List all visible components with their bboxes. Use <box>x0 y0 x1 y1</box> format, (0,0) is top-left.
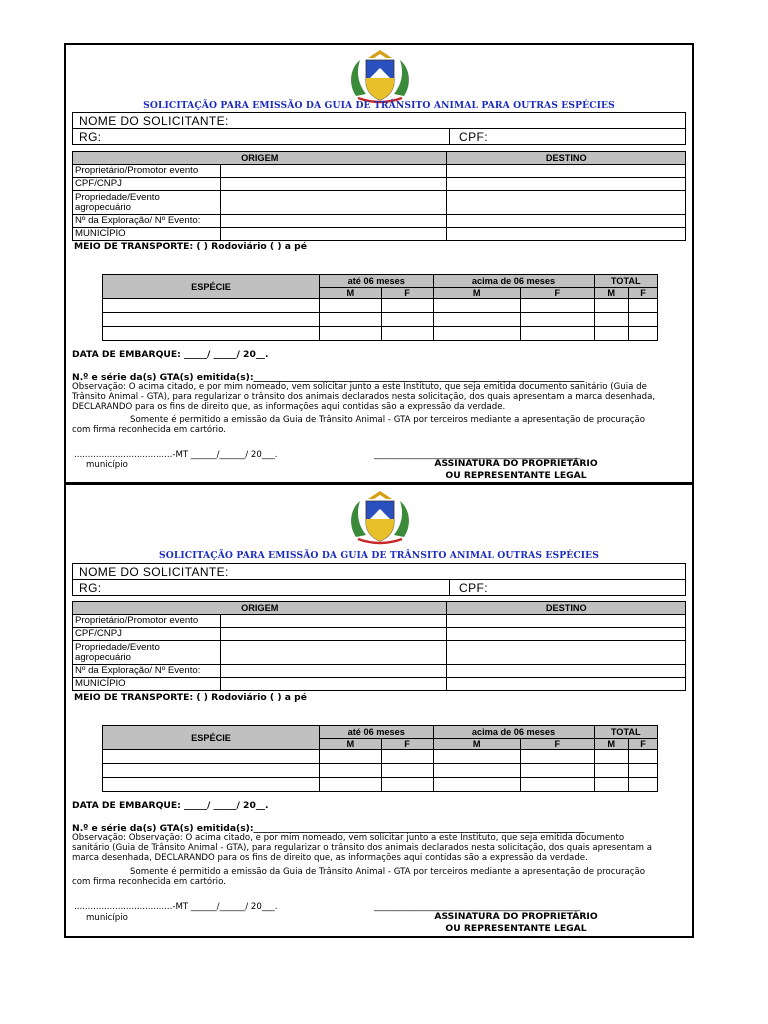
destino-header: DESTINO <box>447 152 686 165</box>
nome-solicitante-field[interactable] <box>72 563 686 580</box>
count-cell[interactable] <box>381 764 433 778</box>
procuracao-line: com firma reconhecida em cartório. <box>72 877 226 887</box>
total-header: TOTAL <box>594 726 657 739</box>
nome-label: NOME DO SOLICITANTE: <box>79 565 229 579</box>
gta-series-line[interactable]: N.º e série da(s) GTA(s) emitida(s):________________________________________________________________________ <box>72 372 585 383</box>
origem-field[interactable] <box>221 615 447 628</box>
f-header: F <box>521 739 595 750</box>
observation-line: marca desenhada, DECLARANDO para os fins de direito que, as informações aqui contidas são a expressão da verdade. <box>72 853 588 863</box>
signature-line[interactable]: ________________________________________________ <box>374 902 581 912</box>
procuracao-line: Somente é permitido a emissão da Guia de Trânsito Animal - GTA por terceiros mediante a apresentação de procuração <box>130 415 646 425</box>
destino-field[interactable] <box>447 191 686 215</box>
acima-header: acima de 06 meses <box>433 275 594 288</box>
species-cell[interactable] <box>103 299 320 313</box>
municipio-caption: município <box>86 460 128 470</box>
rg-cpf-row <box>72 579 686 596</box>
row-label: MUNICÍPIO <box>73 228 221 241</box>
origem-field[interactable] <box>221 641 447 665</box>
origin-destination-row <box>73 191 686 215</box>
f-header: F <box>381 739 433 750</box>
observation-line: Observação: Observação: O acima citado, e por mim nomeado, vem solicitar junto a este Instituto, que seja emitida documento <box>72 833 625 843</box>
signature-caption-1: ASSINATURA DO PROPRIETÁRIO <box>434 911 598 922</box>
count-cell[interactable] <box>433 313 521 327</box>
origin-destination-row <box>73 215 686 228</box>
count-cell[interactable] <box>433 299 521 313</box>
destino-field[interactable] <box>447 615 686 628</box>
rg-field[interactable] <box>73 129 450 144</box>
row-label: Nº da Exploração/ Nº Evento: <box>73 215 221 228</box>
procuracao-line: Somente é permitido a emissão da Guia de Trânsito Animal - GTA por terceiros mediante a apresentação de procuração <box>130 867 646 877</box>
rg-cpf-row <box>72 128 686 145</box>
cpf-label: CPF: <box>459 581 488 595</box>
count-cell[interactable] <box>521 313 595 327</box>
local-date-line[interactable]: ....................................-MT ______/______/ 20___. <box>74 902 278 912</box>
species-cell[interactable] <box>103 764 320 778</box>
origin-destination-row <box>73 628 686 641</box>
gta-series-line[interactable]: N.º e série da(s) GTA(s) emitida(s):________________________________________________________________________ <box>72 823 585 834</box>
count-cell[interactable] <box>521 778 595 792</box>
destino-field[interactable] <box>447 178 686 191</box>
count-cell[interactable] <box>381 327 433 341</box>
origem-field[interactable] <box>221 228 447 241</box>
count-cell[interactable] <box>521 764 595 778</box>
form-divider <box>64 482 694 485</box>
row-label: Nº da Exploração/ Nº Evento: <box>73 665 221 678</box>
form-title: SOLICITAÇÃO PARA EMISSÃO DA GUIA DE TRÂNSITO ANIMAL PARA OUTRAS ESPÉCIES <box>143 100 615 111</box>
species-cell[interactable] <box>103 750 320 764</box>
especie-header: ESPÉCIE <box>103 275 320 299</box>
procuracao-block <box>72 415 688 435</box>
count-cell[interactable] <box>433 778 521 792</box>
origem-field[interactable] <box>221 191 447 215</box>
signature-line[interactable]: ________________________________________________ <box>374 450 581 460</box>
total-header: TOTAL <box>594 275 657 288</box>
gta-request-form <box>66 45 692 482</box>
count-cell[interactable] <box>629 299 658 313</box>
row-label: Proprietário/Promotor evento <box>73 165 221 178</box>
observation-block <box>72 382 688 412</box>
signature-caption-2: OU REPRESENTANTE LEGAL <box>445 470 587 481</box>
count-cell[interactable] <box>594 750 628 764</box>
species-cell[interactable] <box>103 313 320 327</box>
meio-transporte[interactable]: MEIO DE TRANSPORTE: ( ) Rodoviário ( ) a pé <box>74 241 307 252</box>
procuracao-block <box>72 867 688 887</box>
count-cell[interactable] <box>594 778 628 792</box>
origem-header: ORIGEM <box>73 602 447 615</box>
origem-field[interactable] <box>221 165 447 178</box>
species-row <box>103 299 658 313</box>
count-cell[interactable] <box>629 313 658 327</box>
count-cell[interactable] <box>594 327 628 341</box>
origem-field[interactable] <box>221 178 447 191</box>
species-row <box>103 327 658 341</box>
origin-destination-row <box>73 641 686 665</box>
destino-field[interactable] <box>447 678 686 691</box>
especie-header: ESPÉCIE <box>103 726 320 750</box>
m-header: M <box>594 739 628 750</box>
row-label: CPF/CNPJ <box>73 178 221 191</box>
species-row <box>103 778 658 792</box>
rg-label: RG: <box>79 130 102 144</box>
count-cell[interactable] <box>594 299 628 313</box>
origem-field[interactable] <box>221 678 447 691</box>
count-cell[interactable] <box>381 778 433 792</box>
count-cell[interactable] <box>594 764 628 778</box>
destino-field[interactable] <box>447 665 686 678</box>
municipio-caption: município <box>86 913 128 923</box>
m-header: M <box>433 739 521 750</box>
destino-header: DESTINO <box>447 602 686 615</box>
count-cell[interactable] <box>629 750 658 764</box>
origem-field[interactable] <box>221 628 447 641</box>
cpf-label: CPF: <box>459 130 488 144</box>
count-cell[interactable] <box>433 764 521 778</box>
destino-field[interactable] <box>447 165 686 178</box>
row-label: MUNICÍPIO <box>73 678 221 691</box>
destino-field[interactable] <box>447 215 686 228</box>
count-cell[interactable] <box>433 327 521 341</box>
observation-line: DECLARANDO para os fins de direito que, as informações aqui contidas são a expressão da verdade. <box>72 402 506 412</box>
count-cell[interactable] <box>521 750 595 764</box>
m-header: M <box>433 288 521 299</box>
procuracao-line: com firma reconhecida em cartório. <box>72 425 226 435</box>
cpf-field[interactable] <box>451 580 685 595</box>
count-cell[interactable] <box>594 313 628 327</box>
count-cell[interactable] <box>320 299 382 313</box>
species-row <box>103 764 658 778</box>
meio-transporte[interactable]: MEIO DE TRANSPORTE: ( ) Rodoviário ( ) a pé <box>74 692 307 703</box>
origem-header: ORIGEM <box>73 152 447 165</box>
destino-field[interactable] <box>447 628 686 641</box>
rg-field[interactable] <box>73 580 450 595</box>
f-header: F <box>629 288 658 299</box>
observation-line: Trânsito Animal - GTA), para regularizar o trânsito dos animais declarados nesta solicitação, dos quais apresentam a marca desenhada, <box>72 392 656 402</box>
count-cell[interactable] <box>381 313 433 327</box>
count-cell[interactable] <box>433 750 521 764</box>
count-cell[interactable] <box>521 299 595 313</box>
species-row <box>103 750 658 764</box>
m-header: M <box>320 288 382 299</box>
signature-caption-1: ASSINATURA DO PROPRIETÁRIO <box>434 458 598 469</box>
species-table <box>102 725 658 792</box>
observation-block <box>72 833 688 863</box>
count-cell[interactable] <box>320 327 382 341</box>
count-cell[interactable] <box>381 750 433 764</box>
f-header: F <box>629 739 658 750</box>
data-embarque[interactable]: DATA DE EMBARQUE: _____/ _____/ 20__. <box>72 349 269 360</box>
ate-header: até 06 meses <box>320 726 434 739</box>
count-cell[interactable] <box>320 313 382 327</box>
cpf-field[interactable] <box>451 129 685 144</box>
m-header: M <box>320 739 382 750</box>
form-title: SOLICITAÇÃO PARA EMISSÃO DA GUIA DE TRÂNSITO ANIMAL OUTRAS ESPÉCIES <box>159 550 599 561</box>
m-header: M <box>594 288 628 299</box>
origem-destino-table <box>72 151 686 241</box>
nome-solicitante-field[interactable] <box>72 112 686 129</box>
gta-request-form <box>66 486 692 936</box>
origin-destination-row <box>73 615 686 628</box>
observation-line: sanitário (Guia de Trânsito Animal - GTA), para regularizar o trânsito dos animais declarados nesta solicitação, dos quais apresentam a <box>72 843 652 853</box>
state-coat-of-arms-icon <box>346 489 414 545</box>
row-label: Propriedade/Evento agropecuário <box>73 641 221 665</box>
destino-field[interactable] <box>447 228 686 241</box>
observation-line: Observação: O acima citado, e por mim nomeado, vem solicitar junto a este Instituto, que seja emitida documento sanitário (Guia de <box>72 382 647 392</box>
origem-field[interactable] <box>221 665 447 678</box>
f-header: F <box>381 288 433 299</box>
rg-label: RG: <box>79 581 102 595</box>
origin-destination-row <box>73 228 686 241</box>
data-embarque[interactable]: DATA DE EMBARQUE: _____/ _____/ 20__. <box>72 800 269 811</box>
destino-field[interactable] <box>447 641 686 665</box>
acima-header: acima de 06 meses <box>433 726 594 739</box>
row-label: CPF/CNPJ <box>73 628 221 641</box>
origin-destination-row <box>73 178 686 191</box>
count-cell[interactable] <box>629 327 658 341</box>
species-table <box>102 274 658 341</box>
state-coat-of-arms-icon <box>346 48 414 104</box>
origin-destination-row <box>73 665 686 678</box>
row-label: Proprietário/Promotor evento <box>73 615 221 628</box>
row-label: Propriedade/Evento agropecuário <box>73 191 221 215</box>
species-cell[interactable] <box>103 778 320 792</box>
origin-destination-row <box>73 165 686 178</box>
count-cell[interactable] <box>521 327 595 341</box>
signature-caption-2: OU REPRESENTANTE LEGAL <box>445 923 587 934</box>
species-row <box>103 313 658 327</box>
local-date-line[interactable]: ....................................-MT ______/______/ 20___. <box>74 450 278 460</box>
count-cell[interactable] <box>381 299 433 313</box>
ate-header: até 06 meses <box>320 275 434 288</box>
origem-field[interactable] <box>221 215 447 228</box>
nome-label: NOME DO SOLICITANTE: <box>79 114 229 128</box>
species-cell[interactable] <box>103 327 320 341</box>
count-cell[interactable] <box>320 764 382 778</box>
count-cell[interactable] <box>320 750 382 764</box>
f-header: F <box>521 288 595 299</box>
count-cell[interactable] <box>320 778 382 792</box>
origin-destination-row <box>73 678 686 691</box>
count-cell[interactable] <box>629 778 658 792</box>
count-cell[interactable] <box>629 764 658 778</box>
origem-destino-table <box>72 601 686 691</box>
